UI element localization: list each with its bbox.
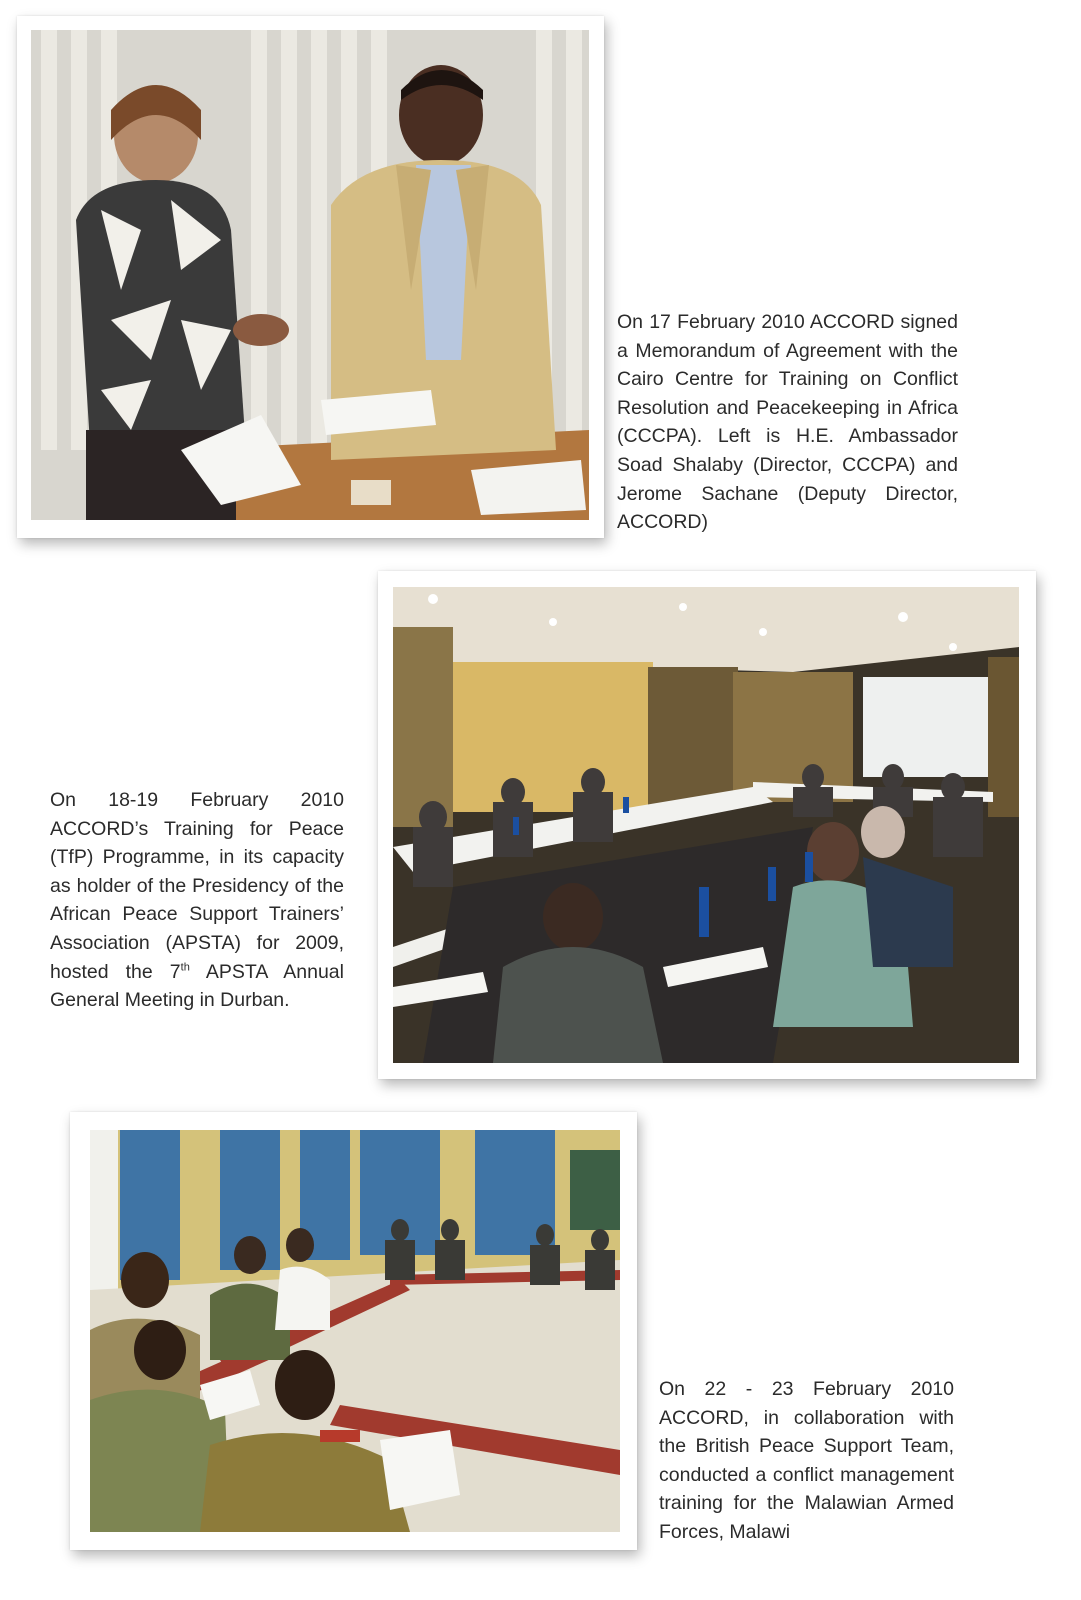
caption-malawi: On 22 - 23 February 2010 ACCORD, in collaboration with the British Peace Support Team, conducted a conflict management training for the Malawian Armed Forces, Malawi bbox=[659, 1378, 954, 1543]
photo-frame-malawi bbox=[70, 1112, 637, 1550]
caption-apsta-ordinal: th bbox=[180, 961, 190, 974]
photo-memorandum-signing bbox=[31, 30, 589, 520]
photo-malawi-training bbox=[90, 1130, 620, 1532]
caption-apsta-text-end: APSTA Annual General Meeting in Durban. bbox=[50, 960, 344, 1012]
photo-frame-apsta bbox=[378, 571, 1036, 1079]
caption-apsta bbox=[50, 786, 344, 1015]
photo-apsta-meeting bbox=[393, 587, 1019, 1063]
photo-frame-memorandum bbox=[17, 16, 604, 538]
caption-memorandum: On 17 February 2010 ACCORD signed a Memorandum of Agreement with the Cairo Centre for Training on Conflict Resolution and Peacekeeping in Africa (CCCPA). Left is H.E. Ambassador Soad Shalaby (Director, CCCPA) and Jerome Sachane (Deputy Director, ACCORD) bbox=[617, 311, 958, 534]
caption-apsta-text: On 18-19 February 2010 ACCORD’s Training for Peace (TfP) Programme, in its capacity as holder of the Presidency of the African Peace Support Trainers’ Association (APSTA) for 2009, hosted the 7 bbox=[50, 789, 344, 983]
